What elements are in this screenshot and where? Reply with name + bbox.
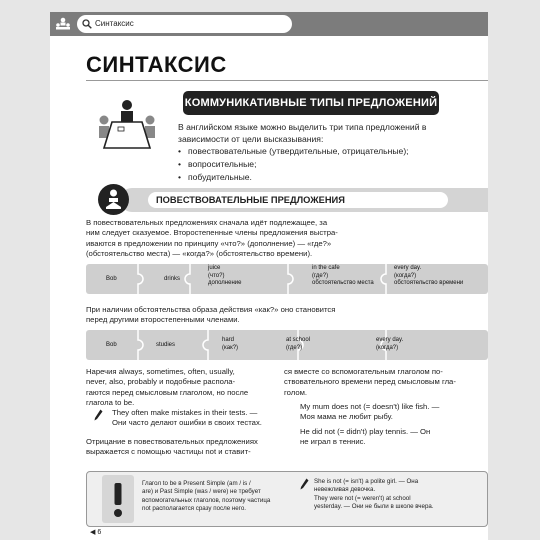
scheme-place [286,337,310,352]
section-icon-badge [98,184,129,215]
text-line: Глагол to be в Present Simple (am / is / [142,480,251,487]
text-line: He did not (= didn't) play tennis. — Он [300,427,431,436]
negation-example-2 [300,427,488,448]
manner-paragraph [86,305,488,326]
exclamation-icon [102,475,134,523]
text-line: are) и Past Simple (was / were) не требует [142,488,261,496]
negation-paragraph [86,437,282,458]
cell-line: (что?) [208,272,225,279]
search-field[interactable] [77,15,292,33]
top-bar [50,12,488,36]
scheme-time [376,337,403,352]
sentence-types-list [178,145,478,184]
scheme-manner [222,337,238,352]
cell-line: (где?) [312,272,329,279]
text-line: They were not (= weren't) at school [314,494,411,502]
reader-icon [98,184,129,215]
text-line: иваются в предложении по принципу «что?» (дополнение) — «где?» [86,238,332,248]
text-line: голом. [284,387,308,397]
text-line: ствовательного времени перед смысловым гла- [284,377,456,387]
text-line: не играл в теннис. [300,437,366,447]
cell-line: дополнение [208,280,242,287]
text-line: Отрицание в повествовательных предложениях [86,437,258,446]
text-line: not располагается сразу после него. [142,505,247,513]
topic-banner: КОММУНИКАТИВНЫЕ ТИПЫ ПРЕДЛОЖЕНИЙ [183,91,439,115]
scheme-place [312,265,374,288]
section-title: ПОВЕСТВОВАТЕЛЬНЫЕ ПРЕДЛОЖЕНИЯ [148,192,448,208]
page-number: 6 [97,529,102,536]
text-line: never, also, probably и подобные распола- [86,377,236,387]
text-line: They often make mistakes in their tests. — [112,408,258,417]
cell-line: in the cafe [312,265,340,271]
scheme-subject: Bob [106,276,117,282]
cell-line: обстоятельство времени [394,280,464,287]
negation-example-1 [300,402,488,423]
cell-line: every day. [394,265,422,271]
scheme-object [208,265,241,288]
left-arrow-icon: ◀ [90,529,96,536]
scheme-time [394,265,463,288]
people-icon [54,16,72,32]
cell-line: (как?) [222,344,239,351]
cell-line: (когда?) [376,344,399,351]
text-line: При наличии обстоятельства образа действия «как?» оно становится [86,305,336,314]
text-line: ся вместе со вспомогательным глаголом по- [284,367,443,376]
page-title: СИНТАКСИС [86,52,227,77]
text-line: (обстоятельство места) — «когда?» (обстоятельство времени). [86,249,313,259]
cell-line: every day. [376,337,404,343]
word-order-paragraph [86,218,488,260]
list-item: • побудительные. [178,171,478,184]
text-line: невежливая девочка. [314,486,376,494]
book-page [50,12,488,540]
search-icon [82,19,92,29]
text-line: Моя мама не любит рыбу. [300,412,393,422]
search-text: Синтаксис [95,19,134,28]
text-line: ним следует сказуемое. Второстепенные члены предложения выстра- [86,228,338,238]
negation-continued [284,367,484,398]
meeting-table-icon [98,98,156,154]
scheme-verb: studies [156,342,176,348]
page-footer [90,528,101,536]
adverb-example [112,408,288,429]
cell-line: обстоятельство места [312,280,374,287]
cell-line: hard [222,337,235,343]
text-line: My mum does not (= doesn't) like fish. — [300,402,440,411]
pen-icon [94,409,103,421]
text-line: глагола to be. [86,398,135,408]
text-line: вспомогательных глаголов, поэтому частица [142,496,271,504]
text-line: yesterday. — Они не были в школе вчера. [314,503,434,511]
text-line: гаются перед смысловым глаголом, но после [86,387,249,397]
intro-text: В английском языке можно выделить три типа предложений в зависимости от цели высказывания: [178,122,427,144]
text-line: перед другими второстепенными членами. [86,315,240,325]
title-divider [86,80,488,81]
list-item: • повествовательные (утвердительные, отрицательные); [178,145,478,158]
cell-line: (где?) [286,344,303,351]
to-be-examples [314,478,486,512]
text-line: В повествовательных предложениях сначала идёт подлежащее, за [86,218,328,227]
cell-line: (когда?) [394,272,417,279]
text-line: She is not (= isn't) a polite girl. — Она [314,478,419,485]
to-be-note [142,480,288,514]
cell-line: at school [286,337,311,343]
pen-icon [300,478,309,490]
scheme-subject: Bob [106,342,117,348]
list-item: • вопросительные; [178,158,478,171]
cell-line: juice [208,265,221,271]
text-line: Наречия always, sometimes, often, usually, [86,367,235,376]
text-line: выражается с помощью частицы not и ставит- [86,447,251,457]
text-line: Они часто делают ошибки в своих тестах. [112,418,262,428]
scheme-verb: drinks [164,276,181,282]
adverbs-paragraph [86,367,282,409]
